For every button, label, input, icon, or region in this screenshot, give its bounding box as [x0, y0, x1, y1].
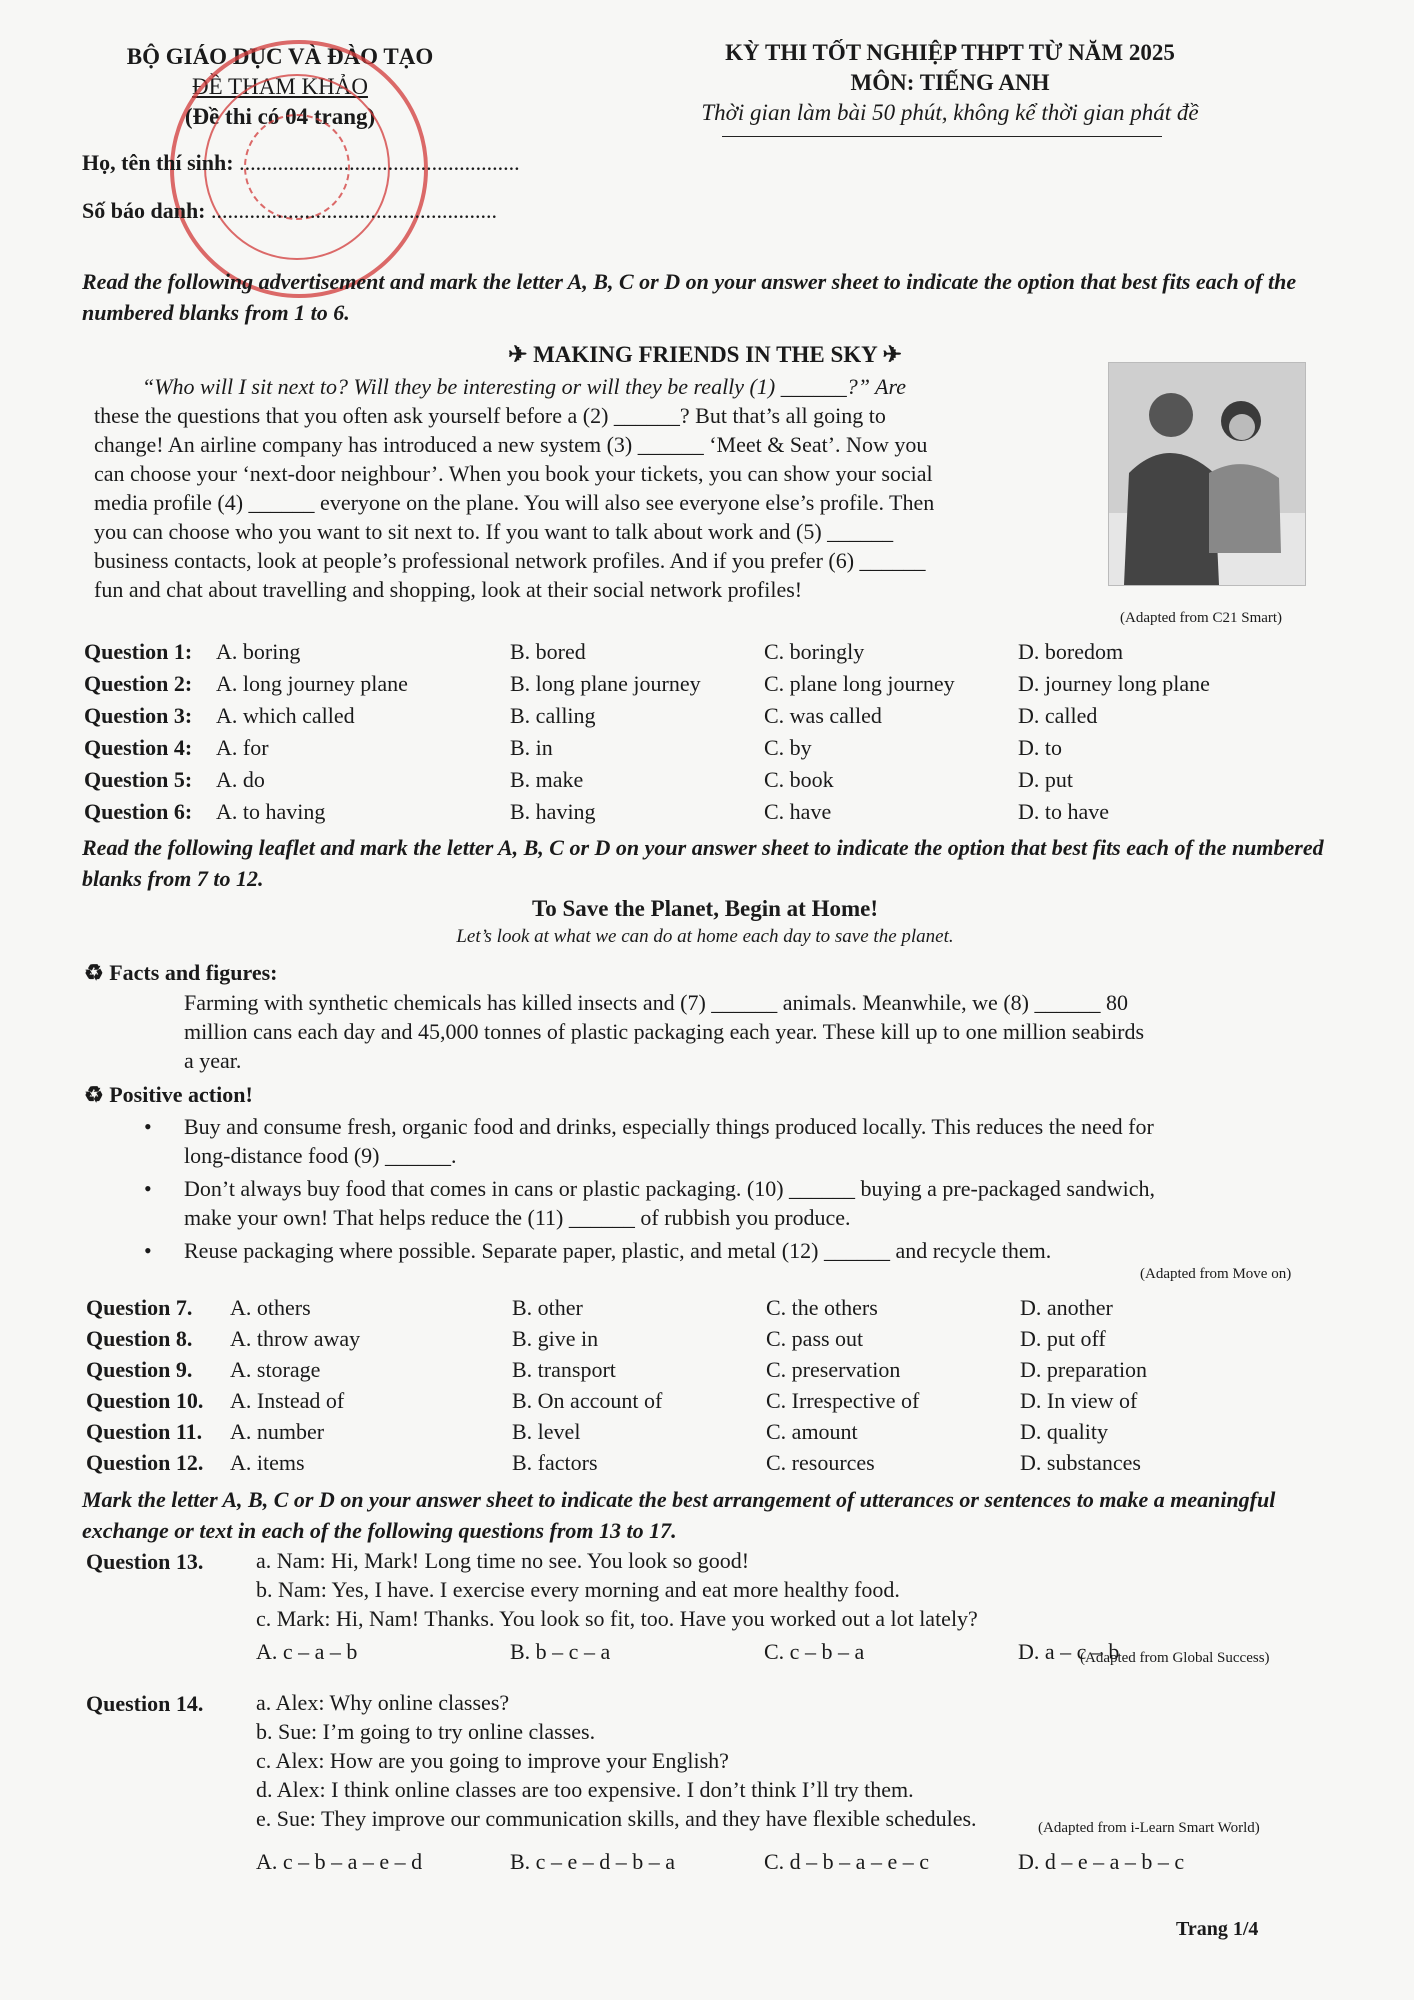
time-note: Thời gian làm bài 50 phút, không kể thời gian phát đề	[701, 100, 1199, 125]
option-c: C. book	[764, 767, 834, 792]
exam-title: KỲ THI TỐT NGHIỆP THPT TỪ NĂM 2025	[725, 40, 1175, 65]
section2-source: (Adapted from Move on)	[1140, 1266, 1292, 1282]
question-label: Question 9.	[86, 1357, 193, 1382]
option-c: C. d – b – a – e – c	[764, 1849, 929, 1874]
question-row	[86, 1323, 1326, 1354]
option-c: C. was called	[764, 703, 882, 728]
option-d: D. preparation	[1020, 1357, 1148, 1382]
facts-paragraph	[184, 988, 1326, 1075]
option-c: C. Irrespective of	[766, 1388, 920, 1413]
option-c: C. plane long journey	[764, 671, 955, 696]
bullet-3-line-1: Reuse packaging where possible. Separate paper, plastic, and metal (12) ______ and recycle them.	[184, 1238, 1052, 1263]
passage-line-2: these the questions that you often ask yourself before a (2) ______? But that’s all going to	[94, 403, 886, 428]
header-rule	[722, 136, 1162, 137]
q13-source: (Adapted from Global Success)	[1080, 1650, 1270, 1666]
utterance: c. Alex: How are you going to improve your English?	[256, 1748, 729, 1773]
facts-line-2: million cans each day and 45,000 tonnes of plastic packaging each year. These kill up to one million seabirds	[184, 1019, 1145, 1044]
question-row	[86, 1354, 1326, 1385]
q14-source: (Adapted from i-Learn Smart World)	[1038, 1820, 1260, 1836]
option-b: B. bored	[510, 639, 586, 664]
id-dots: ....................................................	[211, 198, 498, 223]
section1-questions	[84, 636, 1324, 828]
question-label: Question 13.	[86, 1549, 204, 1574]
question-label: Question 4:	[84, 735, 193, 760]
bullet-item-1	[144, 1112, 1328, 1170]
bullet-2-line-2: make your own! That helps reduce the (11) ______ of rubbish you produce.	[184, 1205, 851, 1230]
name-label: Họ, tên thí sinh:	[82, 150, 240, 175]
question-row	[84, 636, 1324, 667]
option-a: A. long journey plane	[216, 671, 408, 696]
ministry-name: BỘ GIÁO DỤC VÀ ĐÀO TẠO	[126, 44, 434, 69]
bullet-dot: •	[144, 1176, 152, 1201]
option-c: C. boringly	[764, 639, 865, 664]
utterance: c. Mark: Hi, Nam! Thanks. You look so fit, too. Have you worked out a lot lately?	[256, 1606, 978, 1631]
bullet-dot: •	[144, 1114, 152, 1139]
option-d: D. another	[1020, 1295, 1113, 1320]
option-c: C. by	[764, 735, 812, 760]
option-b: B. make	[510, 767, 584, 792]
option-b: B. b – c – a	[510, 1639, 611, 1664]
subject: MÔN: TIẾNG ANH	[850, 70, 1050, 95]
page-number: Trang 1/4	[1176, 1918, 1259, 1940]
option-a: A. Instead of	[230, 1388, 345, 1413]
option-b: B. On account of	[512, 1388, 663, 1413]
question-row	[84, 732, 1324, 763]
utterance: b. Nam: Yes, I have. I exercise every morning and eat more healthy food.	[256, 1577, 900, 1602]
option-b: B. transport	[512, 1357, 616, 1382]
section2-title: To Save the Planet, Begin at Home!	[531, 896, 879, 921]
section1-passage	[94, 372, 1084, 604]
passage-line-7: business contacts, look at people’s professional network profiles. And if you prefer (6) ______	[94, 548, 926, 573]
option-d: D. called	[1018, 703, 1098, 728]
question-label: Question 10.	[86, 1388, 204, 1413]
question-label: Question 6:	[84, 799, 193, 824]
option-d: D. boredom	[1018, 639, 1124, 664]
option-d: D. substances	[1020, 1450, 1141, 1475]
option-a: A. which called	[216, 703, 355, 728]
id-label: Số báo danh:	[82, 198, 212, 223]
candidate-id-field	[82, 198, 497, 224]
passage-line-8: fun and chat about travelling and shopping, look at their social network profiles!	[94, 577, 803, 602]
question-row	[84, 668, 1324, 699]
question-row	[86, 1447, 1326, 1478]
option-d: D. quality	[1020, 1419, 1108, 1444]
bullet-2-line-1: Don’t always buy food that comes in cans or plastic packaging. (10) ______ buying a pre-packaged sandwich,	[184, 1176, 1155, 1201]
section3-instruction: Mark the letter A, B, C or D on your answer sheet to indicate the best arrangement of utterances or sentences to make a meaningful exchange or text in each of the following questions from 13 to 17.	[82, 1487, 1276, 1543]
option-a: A. storage	[230, 1357, 321, 1382]
option-d: D. journey long plane	[1018, 671, 1210, 696]
section1-instruction: Read the following advertisement and mark the letter A, B, C or D on your answer sheet to indicate the option that best fits each of the numbered blanks from 1 to 6.	[82, 269, 1297, 325]
option-c: C. resources	[766, 1450, 875, 1475]
bullet-1-line-1: Buy and consume fresh, organic food and drinks, especially things produced locally. This reduces the need for	[184, 1114, 1154, 1139]
option-a: A. do	[216, 767, 265, 792]
question-row	[84, 700, 1324, 731]
option-d: D. In view of	[1020, 1388, 1138, 1413]
question-label: Question 8.	[86, 1326, 193, 1351]
passage-line-1: “Who will I sit next to? Will they be interesting or will they be really (1) ______?” Are	[142, 374, 906, 399]
question-14	[86, 1688, 1326, 1878]
question-label: Question 5:	[84, 767, 193, 792]
option-c: C. preservation	[766, 1357, 901, 1382]
question-row	[86, 1416, 1326, 1447]
option-d: D. to	[1018, 735, 1062, 760]
question-label: Question 11.	[86, 1419, 203, 1444]
option-c: C. c – b – a	[764, 1639, 865, 1664]
facts-line-1: Farming with synthetic chemicals has killed insects and (7) ______ animals. Meanwhile, we (8) ______ 80	[184, 990, 1128, 1015]
exam-header	[640, 38, 1260, 128]
option-b: B. calling	[510, 703, 596, 728]
utterance: e. Sue: They improve our communication skills, and they have flexible schedules.	[256, 1806, 977, 1831]
option-b: B. c – e – d – b – a	[510, 1849, 675, 1874]
option-a: A. c – a – b	[256, 1639, 358, 1664]
passengers-photo	[1108, 362, 1306, 586]
option-b: B. factors	[512, 1450, 598, 1475]
option-b: B. other	[512, 1295, 583, 1320]
option-a: A. for	[216, 735, 269, 760]
utterance: a. Nam: Hi, Mark! Long time no see. You look so good!	[256, 1548, 750, 1573]
passage-line-5: media profile (4) ______ everyone on the plane. You will also see everyone else’s profile. Then	[94, 490, 935, 515]
question-row	[84, 796, 1324, 827]
question-label: Question 14.	[86, 1691, 204, 1716]
pages-note: (Đề thi có 04 trang)	[184, 104, 376, 129]
option-a: A. throw away	[230, 1326, 361, 1351]
facts-heading: ♻ Facts and figures:	[84, 960, 278, 985]
doc-type: ĐỀ THAM KHẢO	[192, 74, 368, 99]
option-a: A. boring	[216, 639, 301, 664]
bullet-dot: •	[144, 1238, 152, 1263]
option-c: C. the others	[766, 1295, 878, 1320]
section2-subtitle: Let’s look at what we can do at home each day to save the planet.	[456, 926, 954, 947]
facts-line-3: a year.	[184, 1048, 242, 1073]
section1-title: ✈ MAKING FRIENDS IN THE SKY ✈	[508, 342, 902, 367]
option-c: C. have	[764, 799, 832, 824]
option-b: B. level	[512, 1419, 581, 1444]
bullet-1-line-2: long-distance food (9) ______.	[184, 1143, 457, 1168]
bullet-item-2	[144, 1174, 1328, 1232]
section2-instruction: Read the following leaflet and mark the letter A, B, C or D on your answer sheet to indicate the option that best fits each of the numbered blanks from 7 to 12.	[82, 835, 1324, 891]
passage-line-3: change! An airline company has introduced a new system (3) ______ ‘Meet & Seat’. Now you	[94, 432, 928, 457]
option-c: C. amount	[766, 1419, 858, 1444]
utterance: b. Sue: I’m going to try online classes.	[256, 1719, 596, 1744]
option-b: B. long plane journey	[510, 671, 701, 696]
question-row	[86, 1385, 1326, 1416]
section2-questions	[86, 1292, 1326, 1478]
option-d: D. put	[1018, 767, 1073, 792]
passage-line-6: you can choose who you want to sit next to. If you want to talk about work and (5) ______	[94, 519, 894, 544]
action-heading: ♻ Positive action!	[84, 1082, 253, 1107]
question-label: Question 12.	[86, 1450, 204, 1475]
question-label: Question 7.	[86, 1295, 193, 1320]
question-label: Question 1:	[84, 639, 193, 664]
option-a: A. items	[230, 1450, 305, 1475]
question-row	[84, 764, 1324, 795]
utterance-list	[256, 1546, 978, 1633]
option-d: D. d – e – a – b – c	[1018, 1849, 1185, 1874]
option-b: B. in	[510, 735, 553, 760]
section1-source: (Adapted from C21 Smart)	[1120, 610, 1283, 626]
option-b: B. give in	[512, 1326, 599, 1351]
utterance-list	[256, 1688, 977, 1833]
option-a: A. to having	[216, 799, 326, 824]
option-b: B. having	[510, 799, 596, 824]
option-d: D. to have	[1018, 799, 1110, 824]
question-label: Question 3:	[84, 703, 193, 728]
option-d: D. put off	[1020, 1326, 1106, 1351]
option-a: A. number	[230, 1419, 325, 1444]
question-label: Question 2:	[84, 671, 193, 696]
option-a: A. others	[230, 1295, 311, 1320]
candidate-name-field	[82, 150, 520, 176]
utterance: d. Alex: I think online classes are too expensive. I don’t think I’ll try them.	[256, 1777, 914, 1802]
option-c: C. pass out	[766, 1326, 864, 1351]
bullet-item-3	[144, 1236, 1328, 1265]
question-row	[86, 1292, 1326, 1323]
option-a: A. c – b – a – e – d	[256, 1849, 423, 1874]
passage-line-4: can choose your ‘next-door neighbour’. When you book your tickets, you can show your social	[94, 461, 933, 486]
name-dots: ...................................................	[239, 150, 520, 175]
utterance: a. Alex: Why online classes?	[256, 1690, 510, 1715]
option-d: D. a – c – b	[1018, 1639, 1120, 1664]
